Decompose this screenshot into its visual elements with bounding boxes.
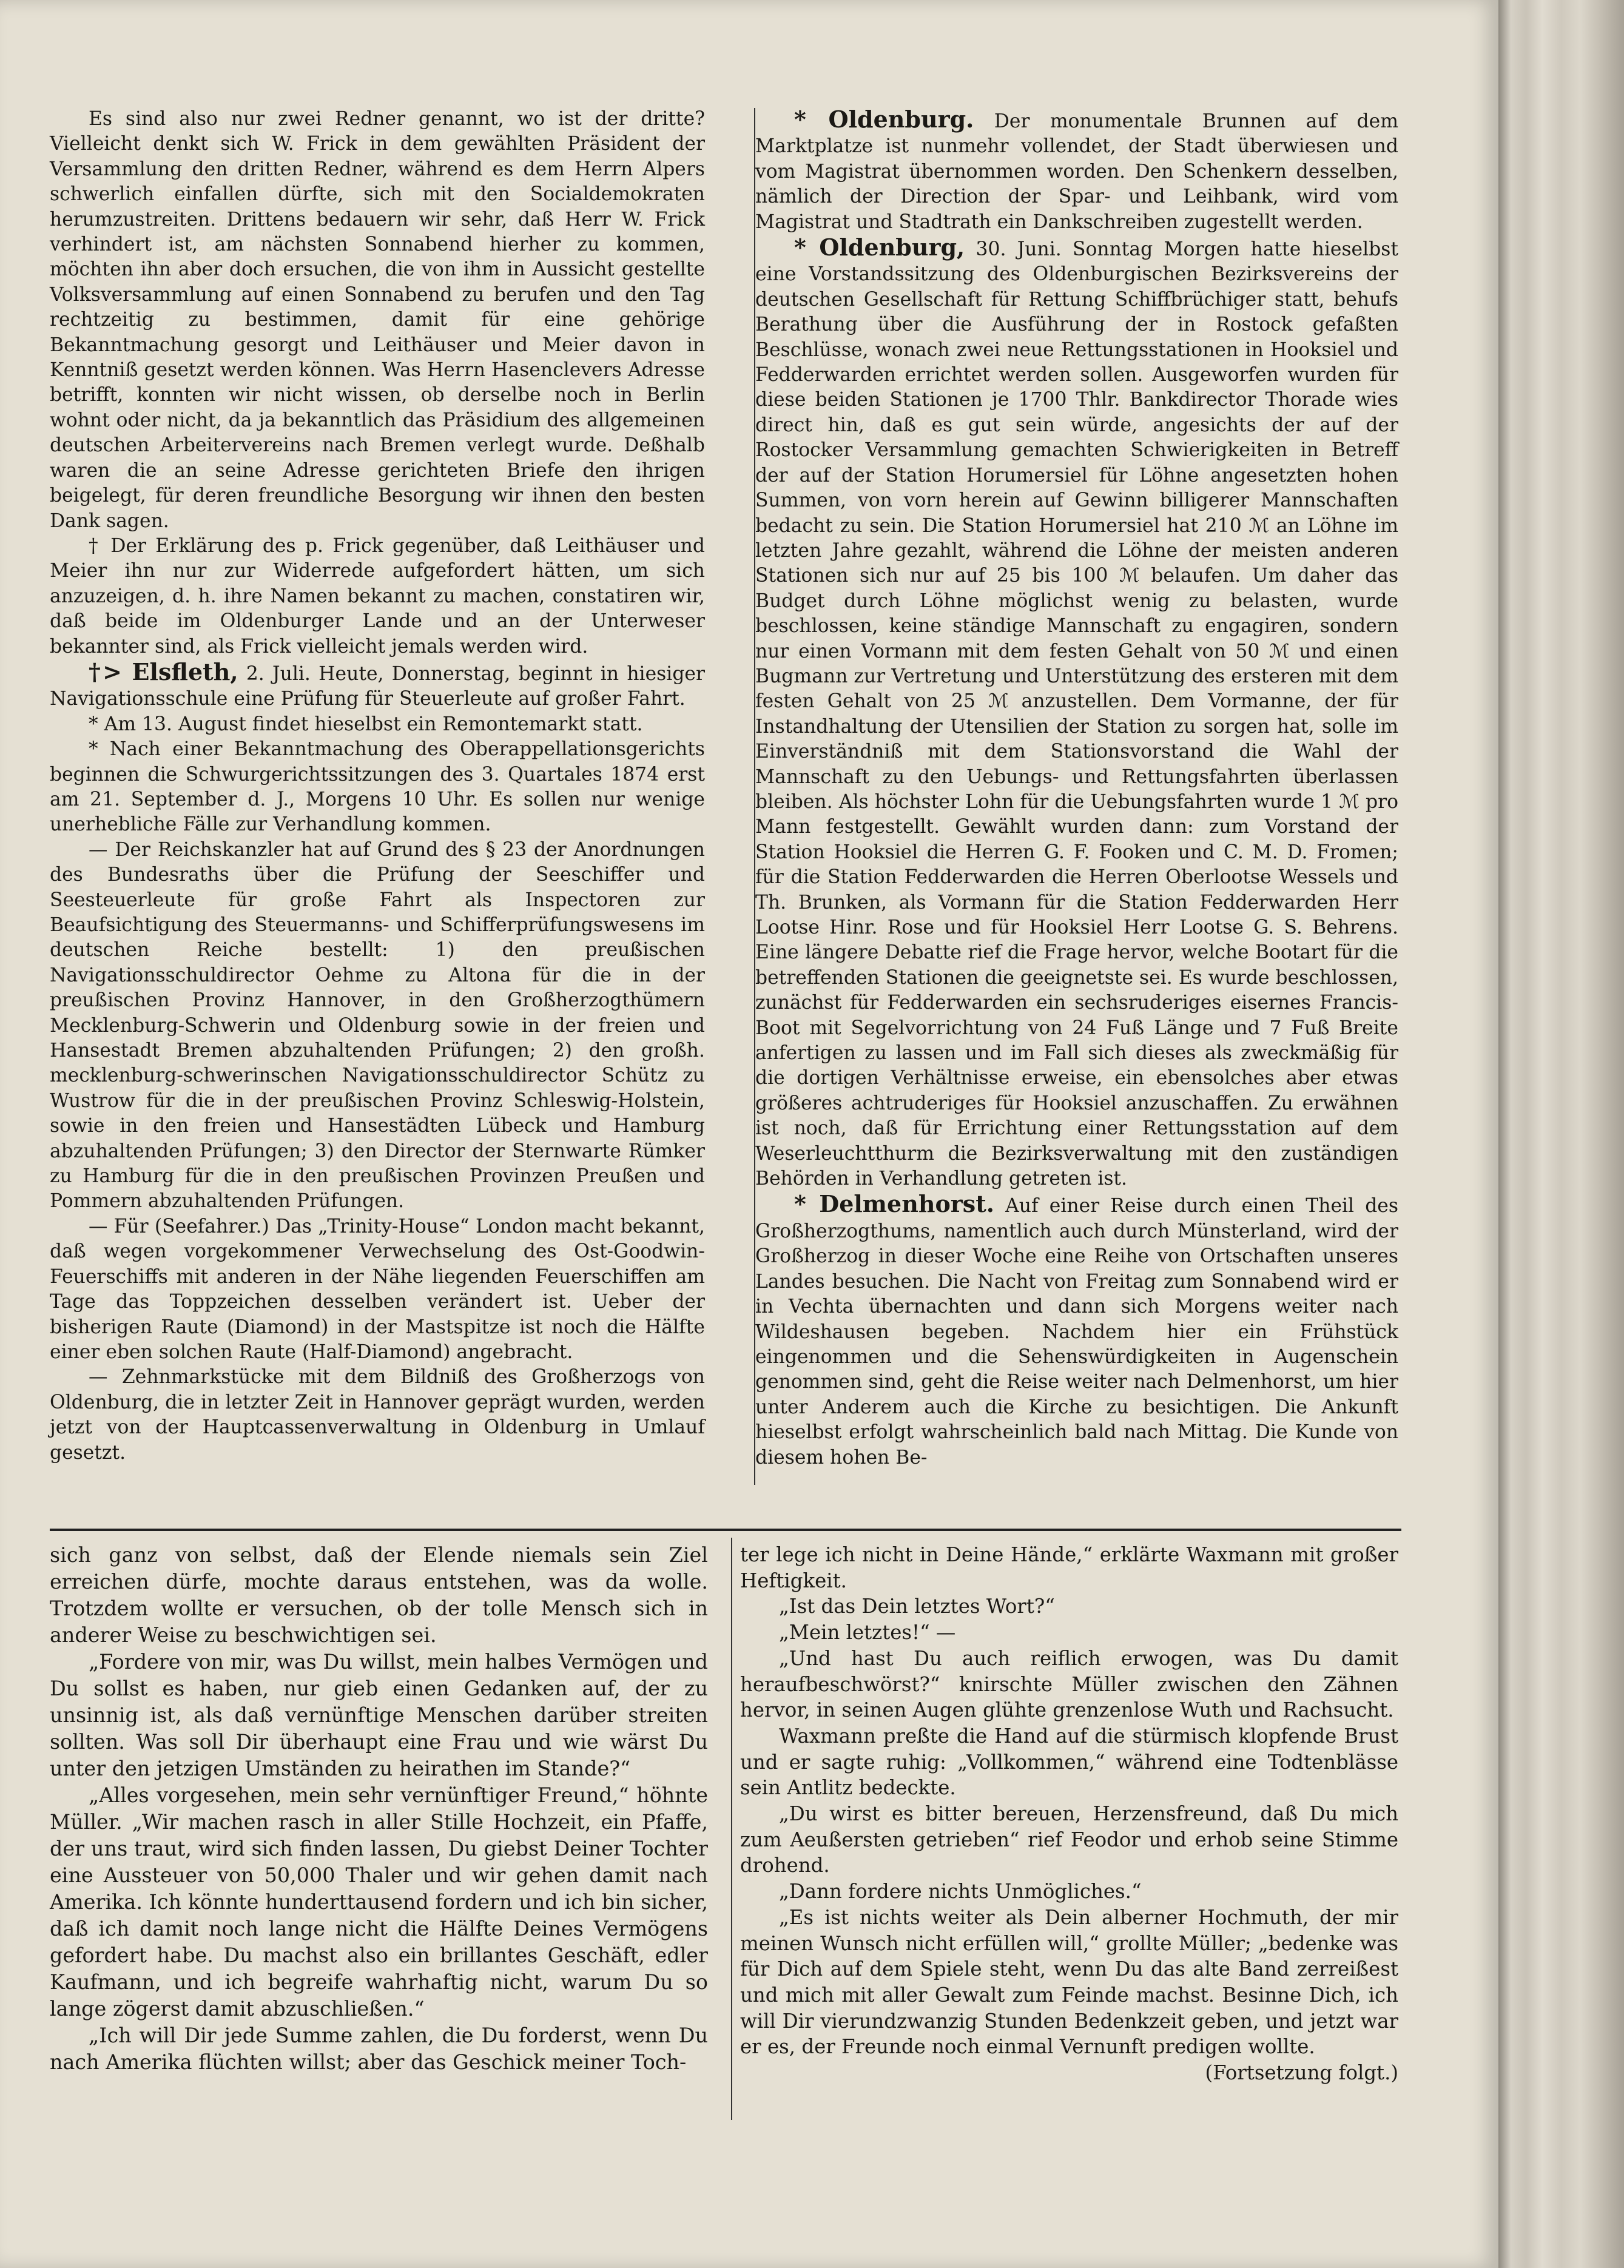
- column-bottom-right: [740, 1542, 1398, 2086]
- article-paragraph: [50, 1649, 708, 1782]
- article-paragraph: [50, 1542, 708, 1649]
- paragraph-text: Auf einer Reise durch einen Theil des Großherzogthums, namentlich auch durch Münsterland, wird der Großherzog in dieser Woche eine Reihe von Ortschaften unseres Landes besuchen. Die Nacht von Freitag zum Sonnabend wird er in Vechta übernachten und dann sich Morgens weiter nach Wildeshausen begeben. Nachdem hier ein Frühstück eingenommen und die Sehenswürdigkeiten in Augenschein genommen sind, geht die Reise weiter nach Delmenhorst, um hier unter Anderem auch die Kirche zu besichtigen. Die Ankunft hieselbst erfolgt wahrscheinlich bald nach Mittag. Die Kunde von diesem hohen Be-: [755, 1195, 1398, 1469]
- paragraph-text: „Fordere von mir, was Du willst, mein halbes Vermögen und Du sollst es haben, nur gieb einen Gedanken auf, der zu unsinnig ist, als daß vernünftige Menschen darüber streiten sollten. Was soll Dir überhaupt eine Frau und wie wärst Du unter den jetzigen Umständen zu heirathen im Stande?“: [50, 1650, 708, 1780]
- article-paragraph: [755, 107, 1398, 235]
- article-paragraph: [50, 659, 705, 712]
- article-paragraph: [740, 1723, 1398, 1801]
- article-paragraph: [50, 737, 705, 838]
- paragraph-text: — Zehnmarkstücke mit dem Bildniß des Großherzogs von Oldenburg, die in letzter Zeit in Hannover geprägt wurden, werden jetzt von der Hauptcassenverwaltung in Oldenburg in Umlauf gesetzt.: [50, 1366, 705, 1464]
- column-bottom-left: [50, 1542, 708, 2076]
- continuation-note: [740, 2060, 1398, 2086]
- article-paragraph: [50, 2022, 708, 2076]
- column-divider: [731, 1538, 732, 2120]
- article-paragraph: [740, 1646, 1398, 1723]
- article-paragraph: [755, 235, 1398, 1191]
- article-paragraph: [755, 1191, 1398, 1470]
- paragraph-text: „Es ist nichts weiter als Dein alberner Hochmuth, der mir meinen Wunsch nicht erfüllen will,“ grollte Müller; „bedenke was für Dich auf dem Spiele steht, wenn Du das alte Band zerreißest und mich mit aller Gewalt zum Feinde machst. Besinne Dich, ich will Dir vierundzwanzig Stunden Bedenkzeit geben, und jetzt war er es, der Freunde noch einmal Vernunft predigen wollte.: [740, 1905, 1398, 2059]
- article-paragraph: [740, 1879, 1398, 1905]
- paragraph-text: (Fortsetzung folgt.): [1205, 2061, 1398, 2085]
- dateline-heading: †> Elsfleth,: [89, 658, 238, 685]
- paragraph-text: „Ich will Dir jede Summe zahlen, die Du forderst, wenn Du nach Amerika flüchten willst; aber das Geschick meiner Toch-: [50, 2024, 708, 2074]
- article-paragraph: [740, 1801, 1398, 1879]
- article-paragraph: [740, 1620, 1398, 1646]
- paragraph-text: 30. Juni. Sonntag Morgen hatte hieselbst eine Vorstandssitzung des Oldenburgischen Bezirksvereins der deutschen Gesellschaft für Rettung Schiffbrüchiger statt, behufs Berathung über die Ausführung der in Rostock gefaßten Beschlüsse, wonach zwei neue Rettungsstationen in Hooksiel und Fedderwarden errichtet werden sollen. Ausgeworfen wurden für diese beiden Stationen je 1700 Thlr. Bankdirector Thorade wies direct hin, daß es gut sein würde, angesichts der auf der Rostocker Versammlung gemachten Schwierigkeiten in Betreff der auf der Station Horumersiel für Löhne angesetzten hohen Summen, von vorn herein auf Gewinn billigerer Mannschaften bedacht zu sein. Die Station Horumersiel hat 210 ℳ an Löhne im letzten Jahre gezahlt, während die Löhne der meisten anderen Stationen sich nur auf 25 bis 100 ℳ belaufen. Um daher das Budget durch Löhne möglichst wenig zu belasten, wurde beschlossen, keine ständige Mannschaft zu engagiren, sondern nur einen Vormann mit dem festen Gehalt von 50 ℳ und einen Bugmann zur Vertretung und Unterstützung des ersteren mit dem festen Gehalt von 25 ℳ anzustellen. Dem Vormanne, der für Instandhaltung der Utensilien der Station zu sorgen hat, solle im Einverständniß mit dem Stationsvorstand die Wahl der Mannschaft zu den Uebungs- und Rettungsfahrten überlassen bleiben. Als höchster Lohn für die Uebungsfahrten wurde 1 ℳ pro Mann festgestellt. Gewählt wurden dann: zum Vorstand der Station Hooksiel die Herren G. F. Fooken und C. M. D. Fromen; für die Station Fedderwarden die Herren Oberlootse Wessels und Th. Brunken, als Vormann für die Station Fedderwarden Herr Lootse Hinr. Rose und für Hooksiel Herr Lootse G. S. Behrens. Eine längere Debatte rief die Frage hervor, welche Bootart für die betreffenden Stationen die geeignetste sei. Es wurde beschlossen, zunächst für Fedderwarden ein sechsruderiges eisernes Francis-Boot mit Segelvorrichtung von 24 Fuß Länge und 7 Fuß Breite anfertigen zu lassen und im Fall sich dieses als zweckmäßig für die dortigen Verhältnisse erweise, ein ebensolches aber etwas größeres achtruderiges für Hooksiel anzuschaffen. Zu erwähnen ist noch, daß für Errichtung einer Rettungsstation auf dem Weserleuchtthurm die Bezirksverwaltung mit den zuständigen Behörden in Verhandlung getreten ist.: [755, 238, 1398, 1190]
- article-paragraph: [50, 1365, 705, 1465]
- paragraph-text: Es sind also nur zwei Redner genannt, wo ist der dritte? Vielleicht denkt sich W. Frick in dem gewählten Präsident der Versammlung den dritten Redner, während es dem Herrn Alpers schwerlich einfallen dürfte, sich mit den Socialdemokraten herumzustreiten. Drittens bedauern wir sehr, daß Herr W. Frick verhindert ist, am nächsten Sonnabend hierher zu kommen, möchten ihn aber doch ersuchen, die von ihm in Aussicht gestellte Volksversammlung auf einen Sonnabend zu berufen und den Tag rechtzeitig zu bestimmen, damit für eine gehörige Bekanntmachung gesorgt und Leithäuser und Meier davon in Kenntniß gesetzt werden können. Was Herrn Hasenclevers Adresse betrifft, konnten wir nicht wissen, ob derselbe noch in Berlin wohnt oder nicht, da ja bekanntlich das Präsidium des allgemeinen deutschen Arbeitervereins nach Bremen verlegt wurde. Deßhalb waren die an seine Adresse gerichteten Briefe den ihrigen beigelegt, für deren freundliche Besorgung wir ihnen den besten Dank sagen.: [50, 108, 705, 532]
- paragraph-text: „Dann fordere nichts Unmögliches.“: [779, 1880, 1142, 1903]
- article-paragraph: [50, 534, 705, 659]
- paragraph-text: * Nach einer Bekanntmachung des Oberappellationsgerichts beginnen die Schwurgerichtssitzungen des 3. Quartales 1874 erst am 21. September d. J., Morgens 10 Uhr. Es sollen nur wenige unerhebliche Fälle zur Verhandlung kommen.: [50, 738, 705, 836]
- article-paragraph: [50, 107, 705, 534]
- paragraph-text: — Für (Seefahrer.) Das „Trinity-House“ London macht bekannt, daß wegen vorgekommener Verwechselung des Ost-Goodwin-Feuerschiffs mit anderen in der Nähe liegenden Feuerschiffen am Tage das Toppzeichen desselben verändert ist. Ueber der bisherigen Raute (Diamond) in der Mastspitze ist noch die Hälfte einer eben solchen Raute (Half-Diamond) angebracht.: [50, 1215, 705, 1363]
- article-paragraph: [50, 1782, 708, 2022]
- paragraph-text: * Am 13. August findet hieselbst ein Remontemarkt statt.: [89, 713, 643, 735]
- feuilleton-rule: [50, 1529, 1401, 1531]
- paragraph-text: „Alles vorgesehen, mein sehr vernünftiger Freund,“ höhnte Müller. „Wir machen rasch in aller Stille Hochzeit, ein Pfaffe, der uns traut, wird sich finden lassen, Du giebst Deiner Tochter eine Aussteuer von 50,000 Thaler und wir gehen damit nach Amerika. Ich könnte hunderttausend fordern und ich bin sicher, daß ich damit noch lange nicht die Hälfte Deines Vermögens gefordert habe. Du machst also ein brillantes Geschäft, edler Kaufmann, und ich begreife wahrhaftig nicht, warum Du so lange zögerst damit abzuschließen.“: [50, 1783, 708, 2021]
- paragraph-text: Der monumentale Brunnen auf dem Marktplatze ist nunmehr vollendet, der Stadt überwiesen und vom Magistrat übernommen worden. Den Schenkern desselben, nämlich der Direction der Spar- und Leihbank, wird vom Magistrat und Stadtrath ein Dankschreiben zugestellt werden.: [755, 110, 1398, 233]
- paragraph-text: ter lege ich nicht in Deine Hände,“ erklärte Waxmann mit großer Heftigkeit.: [740, 1543, 1398, 1592]
- article-paragraph: [50, 838, 705, 1214]
- paragraph-text: „Und hast Du auch reiflich erwogen, was Du damit heraufbeschwörst?“ knirschte Müller zwischen den Zähnen hervor, in seinen Augen glühte grenzenlose Wuth und Rachsucht.: [740, 1646, 1398, 1722]
- paragraph-text: 2. Juli. Heute, Donnerstag, beginnt in hiesiger Navigationsschule eine Prüfung für Steuerleute auf großer Fahrt.: [50, 662, 705, 710]
- article-paragraph: [740, 1593, 1398, 1620]
- article-paragraph: [50, 712, 705, 737]
- column-top-right: [755, 107, 1398, 1470]
- dateline-heading: * Oldenburg,: [794, 234, 965, 261]
- paragraph-text: „Du wirst es bitter bereuen, Herzensfreund, daß Du mich zum Aeußersten getrieben“ rief Feodor und erhob seine Stimme drohend.: [740, 1802, 1398, 1877]
- column-divider: [754, 108, 755, 1485]
- paragraph-text: — Der Reichskanzler hat auf Grund des § 23 der Anordnungen des Bundesraths über die Prüfung der Seeschiffer und Seesteuerleute für große Fahrt als Inspectoren zur Beaufsichtigung des Steuermanns- und Schifferprüfungswesens im deutschen Reiche bestellt: 1) den preußischen Navigationsschuldirector Oehme zu Altona für die in der preußischen Provinz Hannover, in den Großherzogthümern Mecklenburg-Schwerin und Oldenburg sowie in der freien und Hansestadt Bremen abzuhaltenden Prüfungen; 2) den großh. mecklenburg-schwerinschen Navigationsschuldirector Schütz zu Wustrow für die in der preußischen Provinz Schleswig-Holstein, sowie in den freien und Hansestädten Lübeck und Hamburg abzuhaltenden Prüfungen; 3) den Director der Sternwarte Rümker zu Hamburg für die in den preußischen Provinzen Preußen und Pommern abzuhaltenden Prüfungen.: [50, 838, 705, 1213]
- dateline-heading: * Oldenburg.: [794, 106, 974, 133]
- book-page-edge: [1498, 0, 1624, 2268]
- paragraph-text: „Mein letztes!“ —: [779, 1621, 956, 1644]
- paragraph-text: sich ganz von selbst, daß der Elende niemals sein Ziel erreichen dürfe, mochte daraus entstehen, was da wolle. Trotzdem wollte er versuchen, ob der tolle Mensch sich in anderer Weise zu beschwichtigen sei.: [50, 1543, 708, 1647]
- dateline-heading: * Delmenhorst.: [794, 1190, 994, 1218]
- article-paragraph: [740, 1542, 1398, 1593]
- paragraph-text: „Ist das Dein letztes Wort?“: [779, 1595, 1055, 1618]
- paragraph-text: Waxmann preßte die Hand auf die stürmisch klopfende Brust und er sagte ruhig: „Vollkommen,“ während eine Todtenblässe sein Antlitz bedeckte.: [740, 1724, 1398, 1800]
- paragraph-text: † Der Erklärung des p. Frick gegenüber, daß Leithäuser und Meier ihn nur zur Widerrede aufgefordert hätten, um sich anzuzeigen, d. h. ihre Namen bekannt zu machen, constatiren wir, daß beide im Oldenburger Lande und an der Unterweser bekannter sind, als Frick vielleicht jemals werden wird.: [50, 534, 705, 658]
- article-paragraph: [50, 1214, 705, 1365]
- article-paragraph: [740, 1905, 1398, 2060]
- column-top-left: [50, 107, 705, 1465]
